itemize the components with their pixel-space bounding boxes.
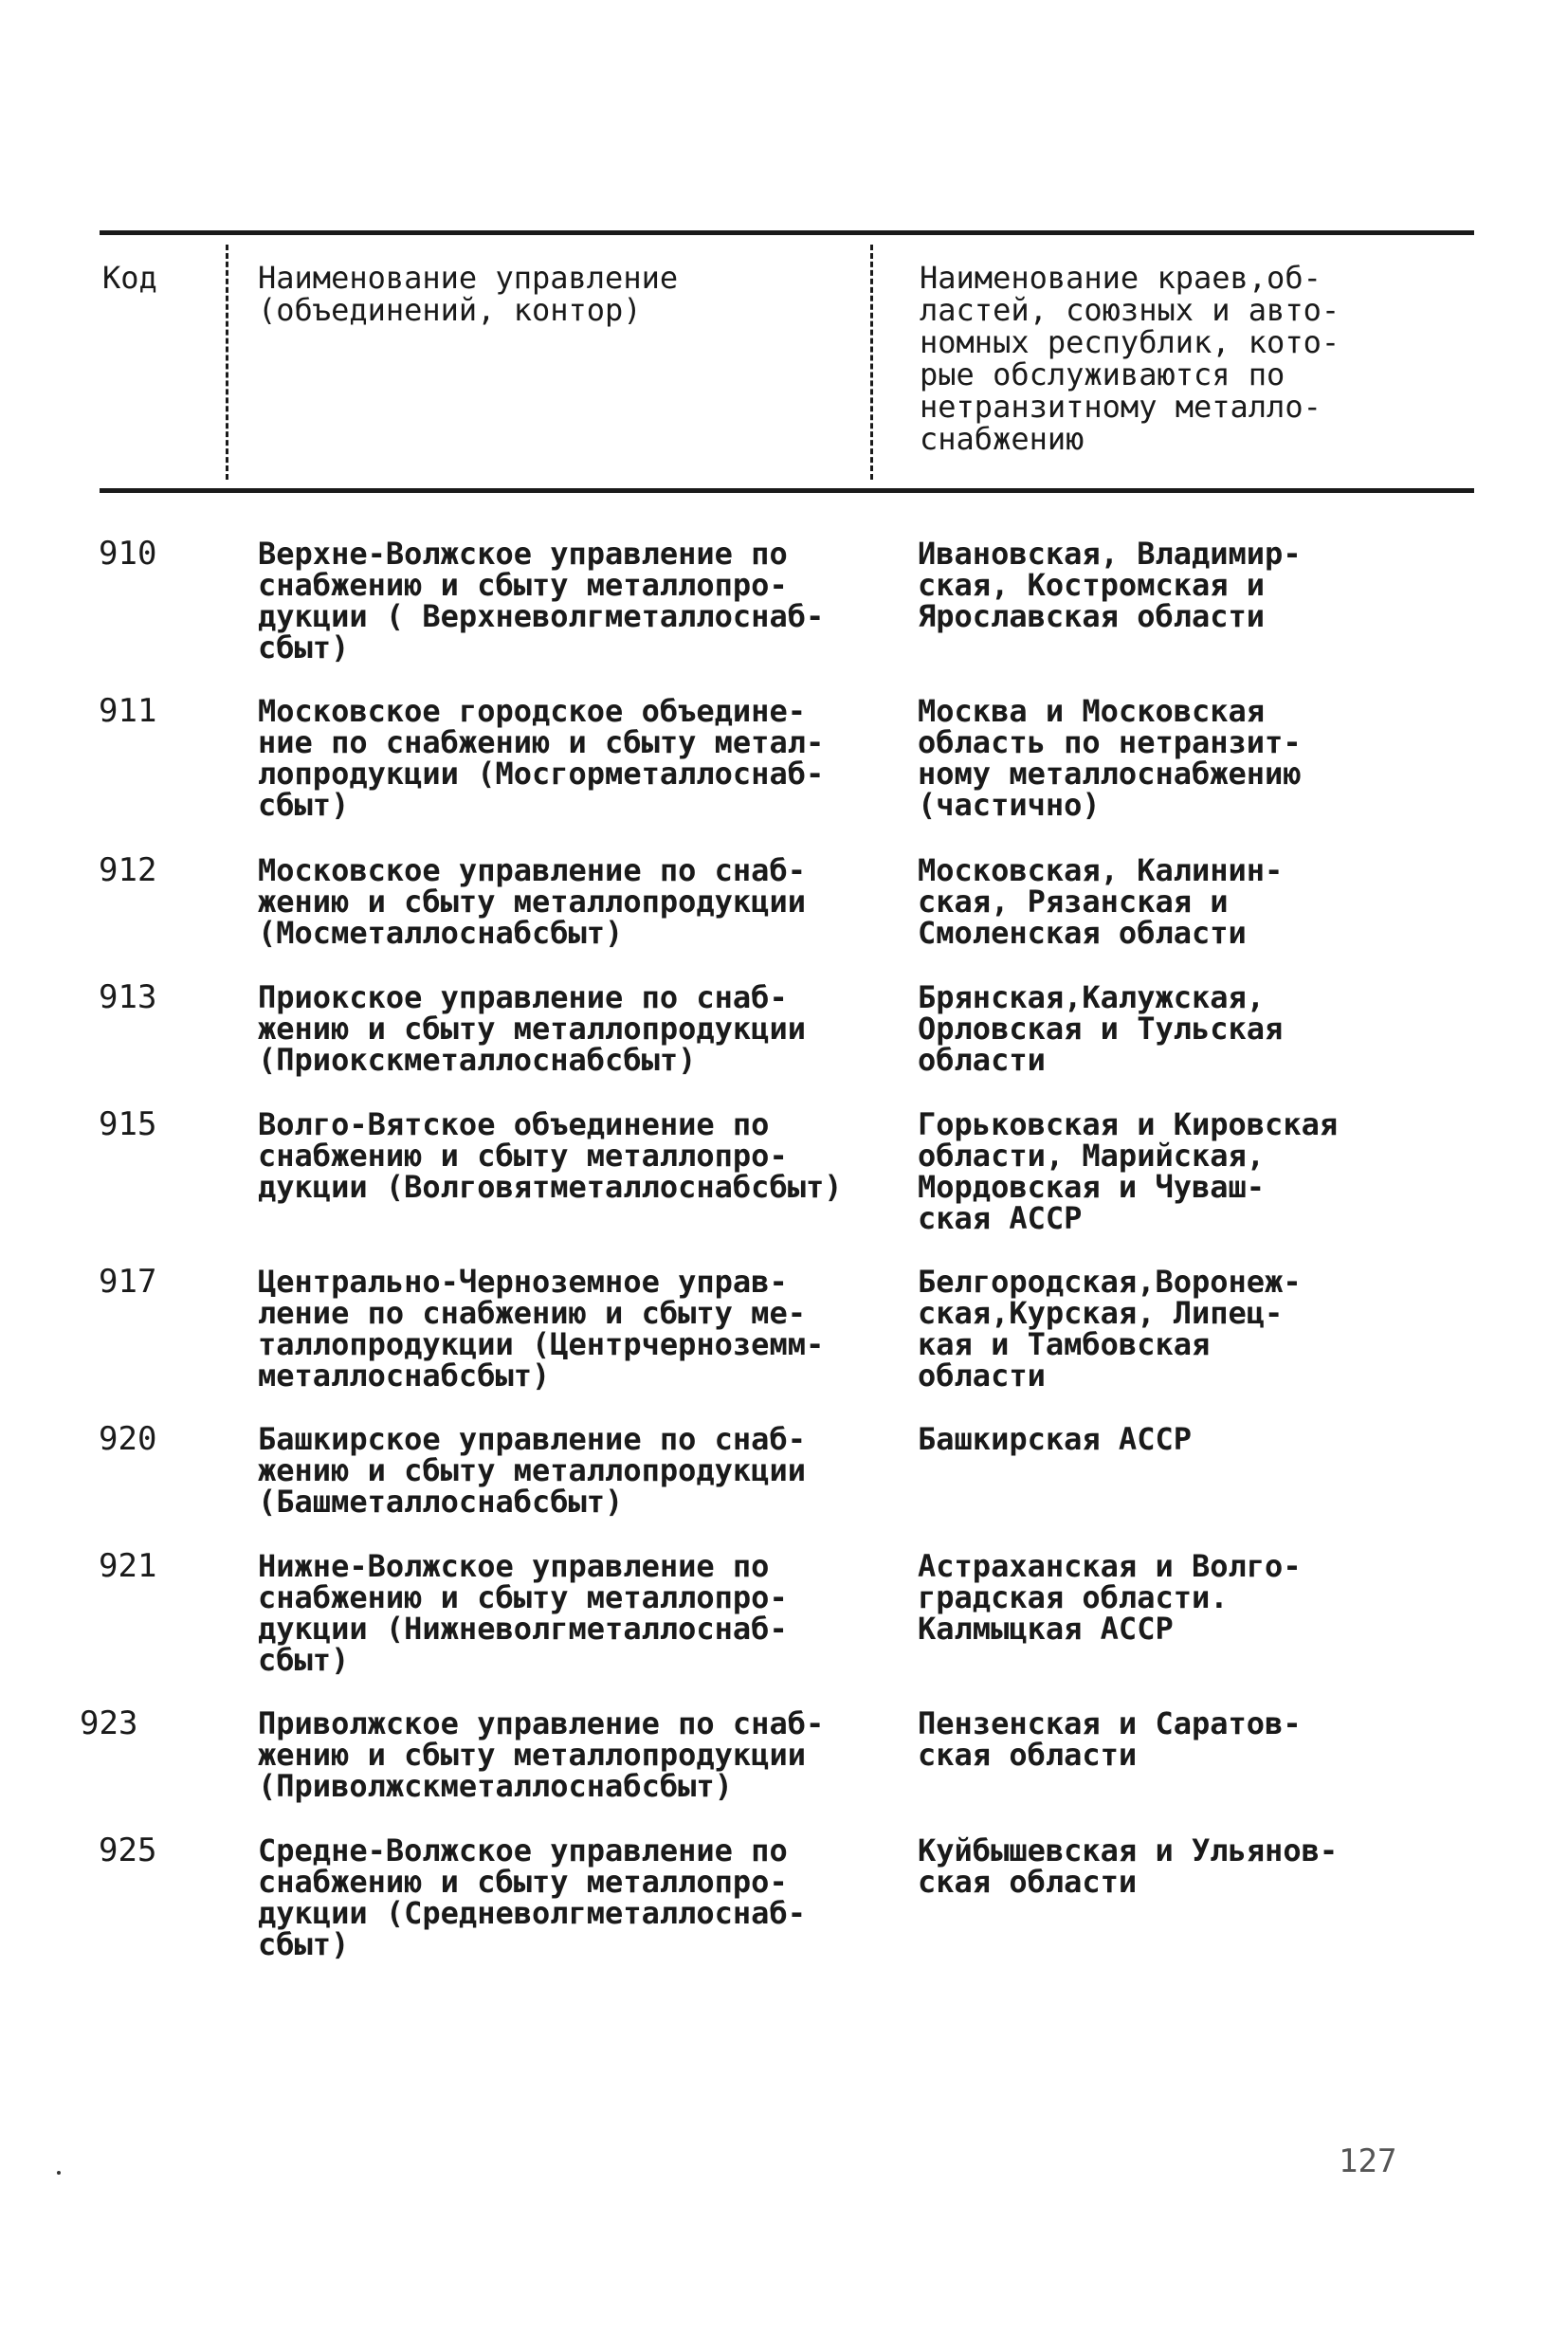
row-regions: Москва и Московская область по нетранзит- ному металлоснабжению (частично): [918, 693, 1302, 823]
row-code: 921: [99, 1547, 157, 1585]
row-regions: Брянская,Калужская, Орловская и Тульская области: [918, 979, 1284, 1078]
row-name: Московское городское объедине- ние по снабжению и сбыту метал- лопродукции (Мосгорметаллоснаб- сбыт): [258, 693, 825, 823]
row-name: Башкирское управление по снаб- жению и сбыту металлопродукции (Башметаллоснабсбыт): [258, 1421, 806, 1520]
scan-speck: [57, 2171, 61, 2175]
row-code: 923: [80, 1704, 138, 1742]
column-separator-1: [226, 245, 228, 480]
row-code: 911: [99, 692, 157, 730]
row-name: Средне-Волжское управление по снабжению и сбыту металлопро- дукции (Средневолгметаллоснаб- сбыт): [258, 1832, 806, 1962]
row-name: Верхне-Волжское управление по снабжению и сбыту металлопро- дукции ( Верхневолгметаллоснаб- сбыт): [258, 536, 825, 665]
row-name: Нижне-Волжское управление по снабжению и сбыту металлопро- дукции (Нижневолгметаллоснаб- сбыт): [258, 1548, 788, 1678]
row-regions: Ивановская, Владимир- ская, Костромская и Ярославская области: [918, 536, 1302, 634]
column-separator-2: [870, 245, 873, 480]
row-regions: Куйбышевская и Ульянов- ская области: [918, 1832, 1339, 1900]
row-code: 920: [99, 1420, 157, 1458]
table-top-rule: [100, 230, 1474, 235]
row-regions: Башкирская АССР: [918, 1421, 1192, 1457]
row-code: 912: [99, 851, 157, 889]
table-header-bottom-rule: [100, 488, 1474, 493]
row-name: Приволжское управление по снаб- жению и сбыту металлопродукции (Приволжскметаллоснабсбыт): [258, 1705, 825, 1804]
header-code: Код: [102, 260, 157, 296]
row-name: Центрально-Черноземное управ- ление по снабжению и сбыту ме- таллопродукции (Центрчерноземм- металлоснабсбыт): [258, 1264, 825, 1394]
row-name: Приокское управление по снаб- жению и сбыту металлопродукции (Приокскметаллоснабсбыт): [258, 979, 806, 1078]
row-regions: Горьковская и Кировская области, Марийская, Мордовская и Чуваш- ская АССР: [918, 1106, 1339, 1236]
header-regions: Наименование краев,об- ластей, союзных и авто- номных республик, кото- рые обслуживаются по нетранзитному металло- снабжению: [920, 260, 1340, 457]
row-name: Московское управление по снаб- жению и сбыту металлопродукции (Мосметаллоснабсбыт): [258, 852, 806, 951]
row-code: 913: [99, 978, 157, 1016]
row-name: Волго-Вятское объединение по снабжению и сбыту металлопро- дукции (Волговятметаллоснабсбыт): [258, 1106, 843, 1205]
row-regions: Пензенская и Саратов- ская области: [918, 1705, 1302, 1773]
row-code: 917: [99, 1263, 157, 1301]
row-regions: Белгородская,Воронеж- ская,Курская, Липец- кая и Тамбовская области: [918, 1264, 1302, 1394]
page-number: 127: [1339, 2142, 1397, 2180]
row-code: 925: [99, 1832, 157, 1869]
row-regions: Астраханская и Волго- градская области. Калмыцкая АССР: [918, 1548, 1302, 1647]
row-regions: Московская, Калинин- ская, Рязанская и Смоленская области: [918, 852, 1284, 951]
row-code: 910: [99, 535, 157, 573]
header-name: Наименование управление (объединений, контор): [258, 260, 679, 328]
row-code: 915: [99, 1105, 157, 1143]
